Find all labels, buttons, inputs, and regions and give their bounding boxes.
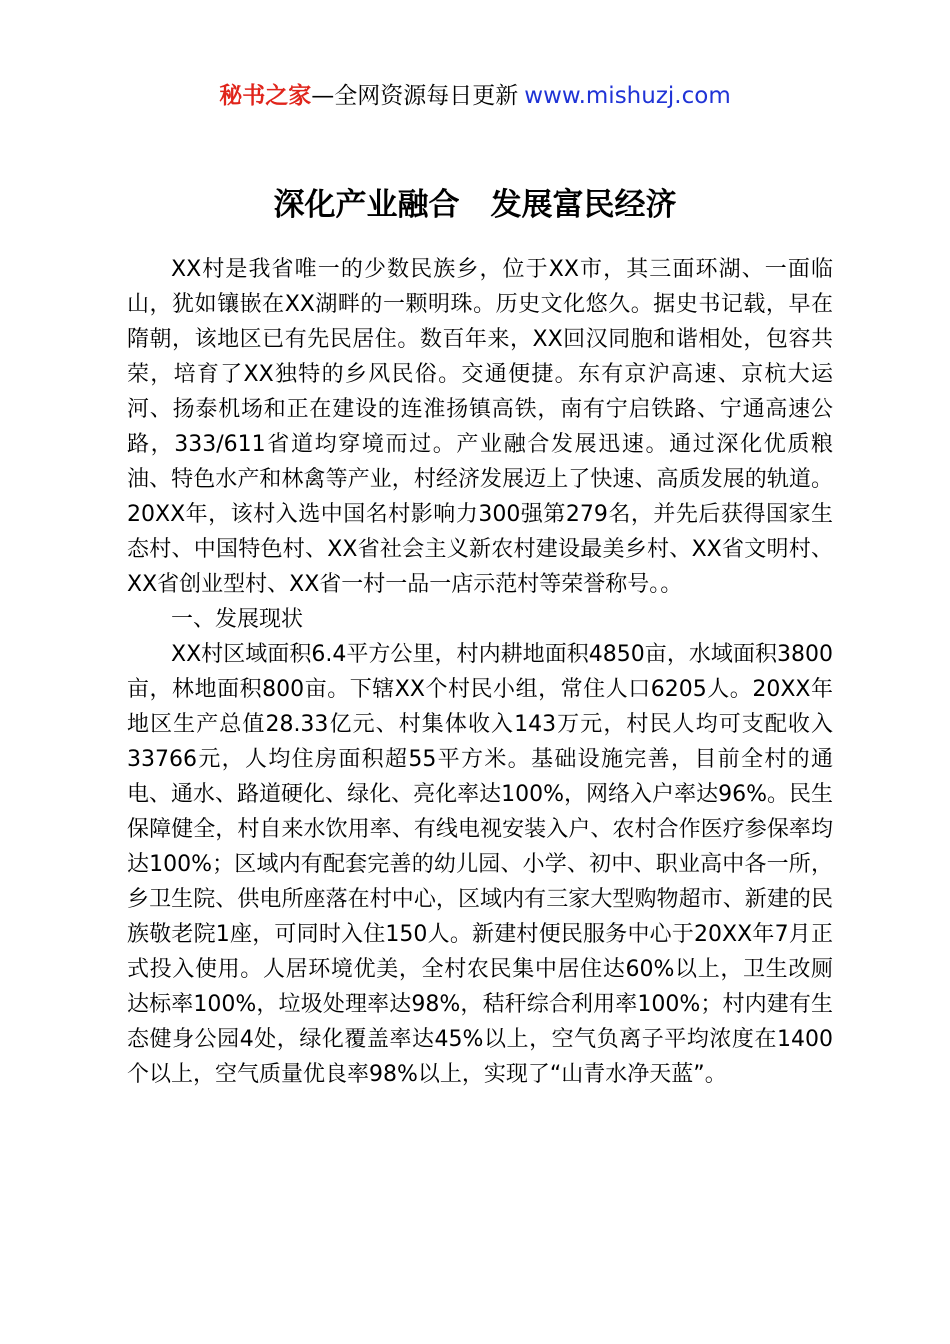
brand-name: 秘书之家	[219, 83, 312, 109]
site-url-link[interactable]: www.mishuzj.com	[524, 83, 731, 109]
document-body	[127, 252, 833, 1092]
document-title: 深化产业融合 发展富民经济	[273, 187, 677, 223]
header-tagline: —全网资源每日更新	[311, 83, 519, 109]
site-header	[0, 80, 950, 112]
section-heading: 一、发展现状	[171, 607, 304, 632]
body-paragraph-status: XX村区域面积6.4平方公里，村内耕地面积4850亩，水域面积3800亩，林地面积800亩。下辖XX个村民小组，常住人口6205人。20XX年地区生产总值28.33亿元、村集体收入143万元，村民人均可支配收入33766元，人均住房面积超55平方米。基础设施完善，目前全村的通电、通水、路道硬化、绿化、亮化率达100%，网络入户率达96%。民生保障健全，村自来水饮用率、有线电视安装入户、农村合作医疗参保率均达100%；区域内有配套完善的幼儿园、小学、初中、职业高中各一所，乡卫生院、供电所座落在村中心，区域内有三家大型购物超市、新建的民族敬老院1座，可同时入住150人。新建村便民服务中心于20XX年7月正式投入使用。人居环境优美，全村农民集中居住达60%以上，卫生改厕达标率100%，垃圾处理率达98%，秸秆综合利用率100%；村内建有生态健身公园4处，绿化覆盖率达45%以上，空气负离子平均浓度在1400个以上，空气质量优良率98%以上，实现了“山青水净天蓝”。	[127, 642, 833, 1087]
body-paragraph-intro: XX村是我省唯一的少数民族乡，位于XX市，其三面环湖、一面临山，犹如镶嵌在XX湖畔的一颗明珠。历史文化悠久。据史书记载，早在隋朝，该地区已有先民居住。数百年来，XX回汉同胞和谐相处，包容共荣，培育了XX独特的乡风民俗。交通便捷。东有京沪高速、京杭大运河、扬泰机场和正在建设的连淮扬镇高铁，南有宁启铁路、宁通高速公路，333/611省道均穿境而过。产业融合发展迅速。通过深化优质粮油、特色水产和林禽等产业，村经济发展迈上了快速、高质发展的轨道。20XX年，该村入选中国名村影响力300强第279名，并先后获得国家生态村、中国特色村、XX省社会主义新农村建设最美乡村、XX省文明村、XX省创业型村、XX省一村一品一店示范村等荣誉称号。。	[127, 257, 833, 597]
